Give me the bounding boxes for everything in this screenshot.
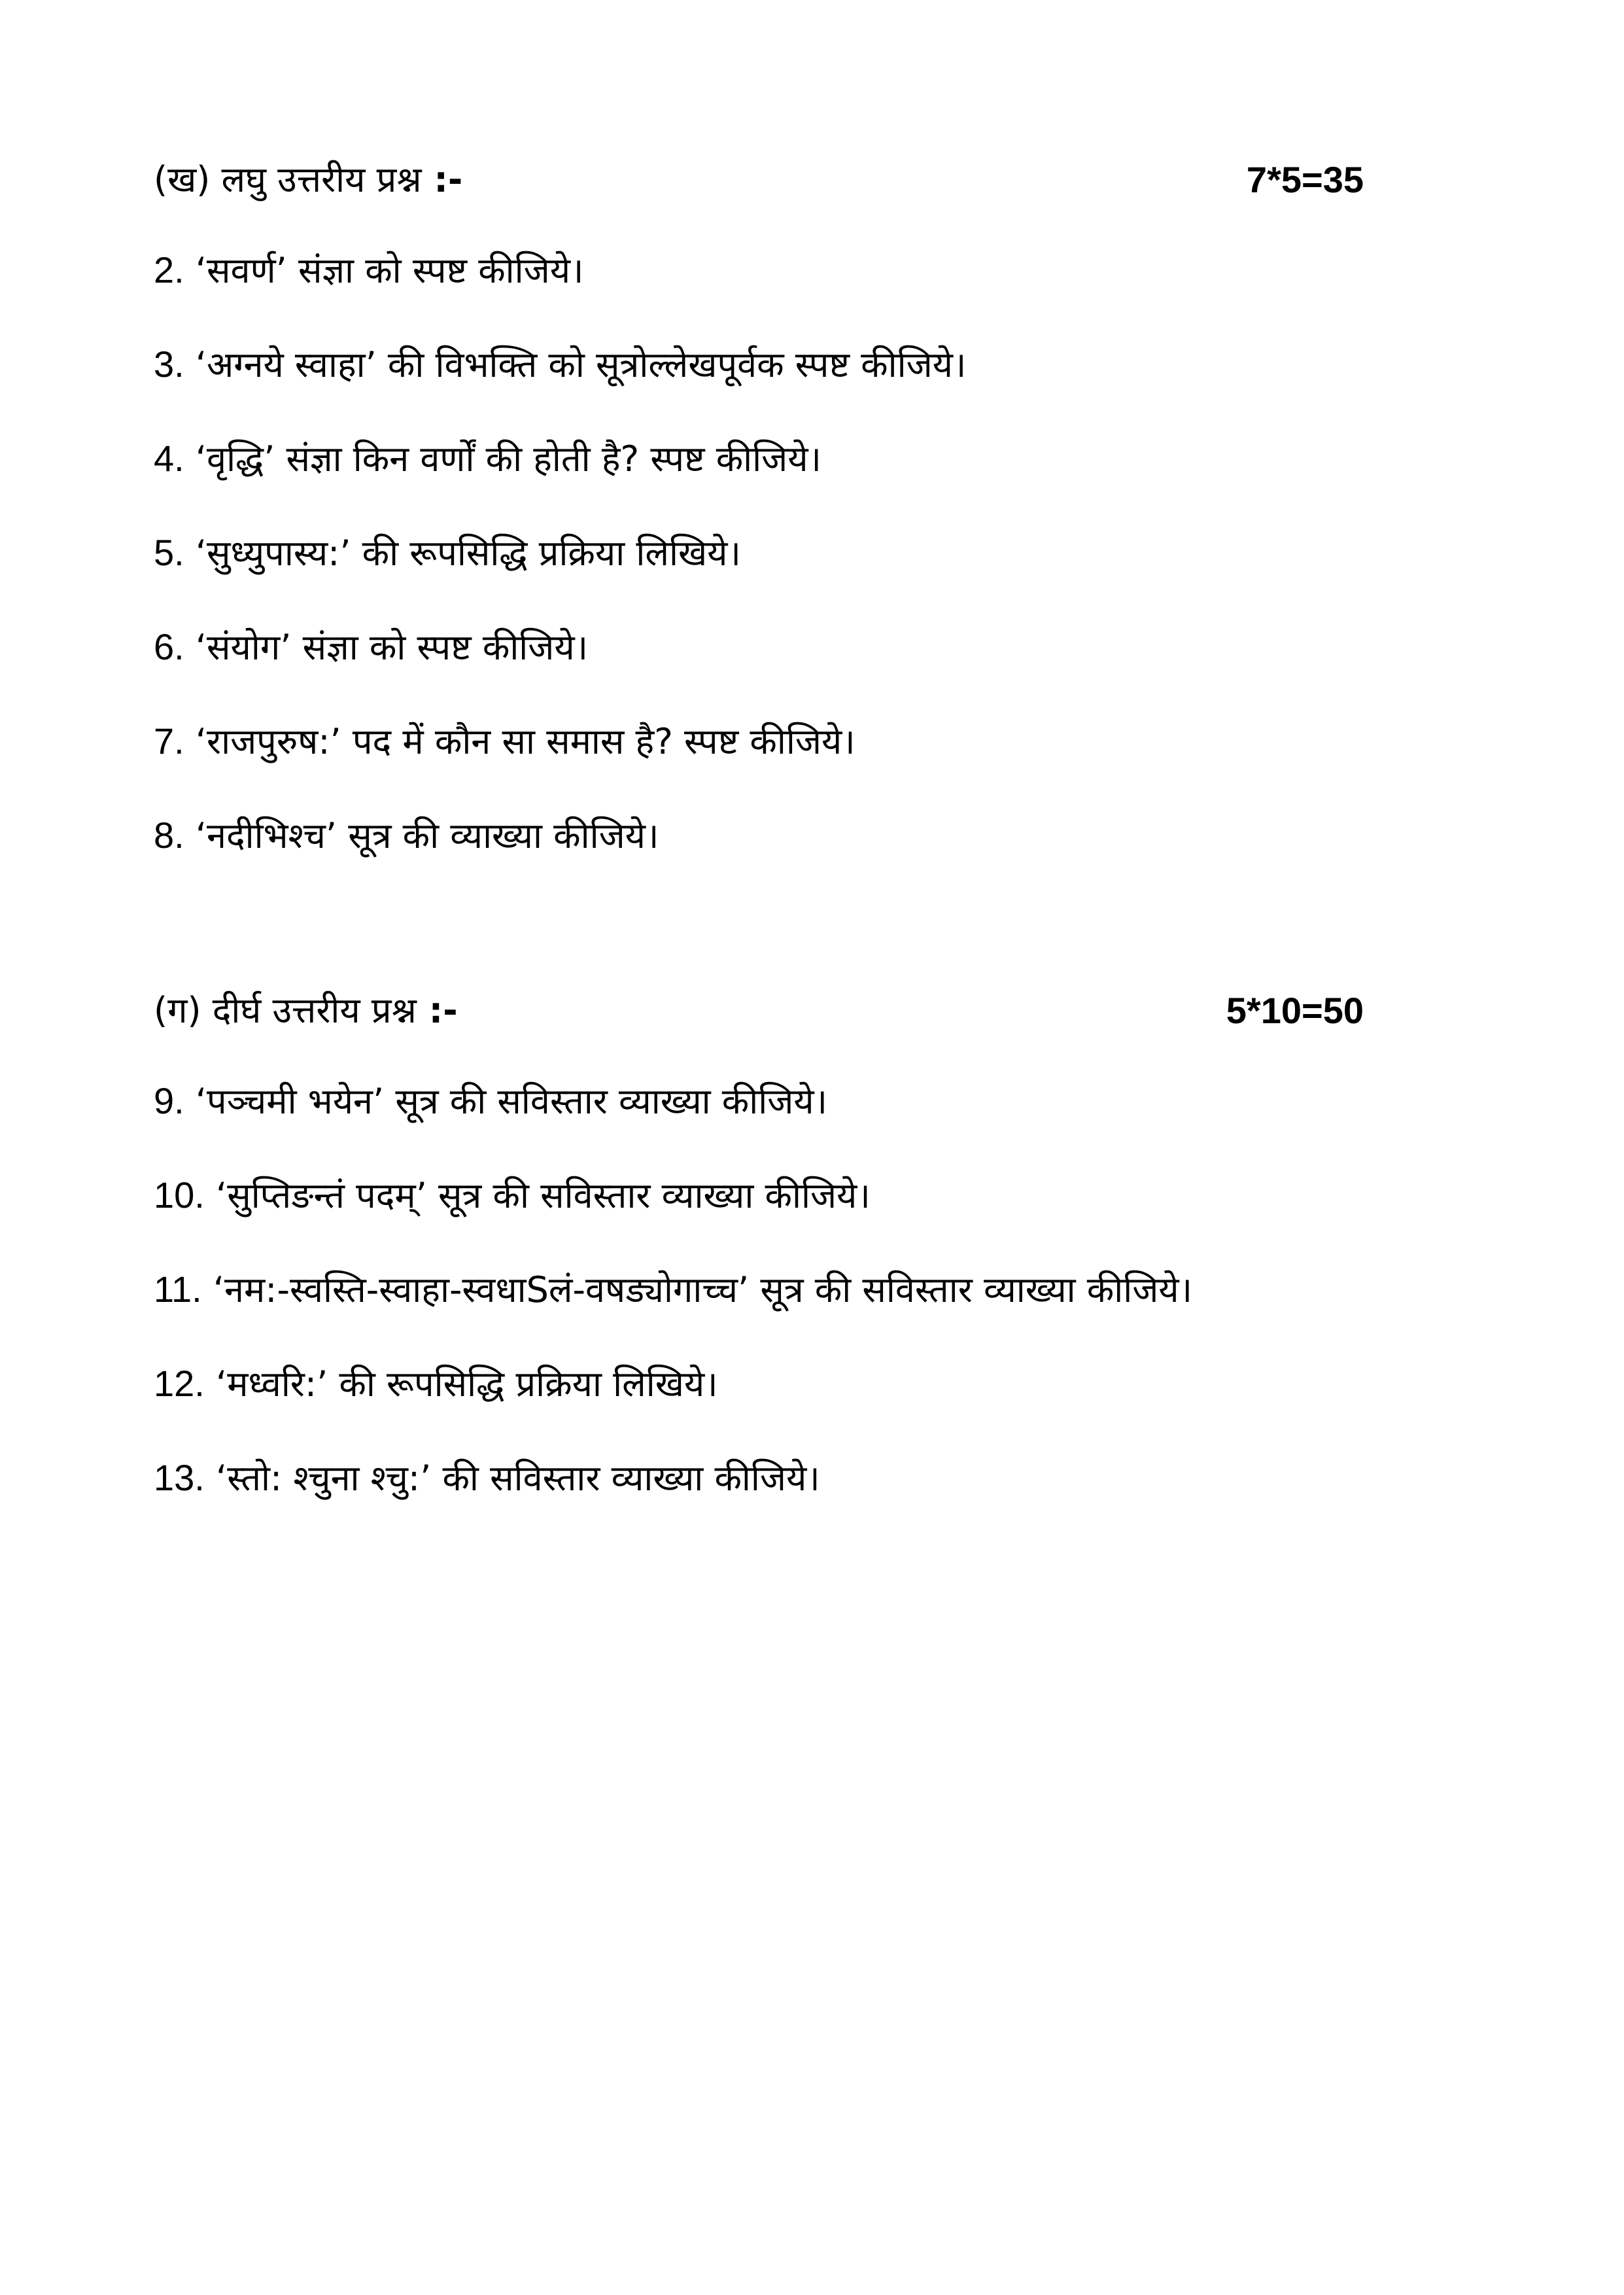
question-list	[154, 247, 1364, 858]
question-item	[154, 1267, 1364, 1312]
question-item	[154, 1078, 1364, 1124]
question-item	[154, 624, 1364, 670]
question-text: ‘अग्नये स्वाहा’ की विभक्ति को सूत्रोल्लेखपूर्वक स्पष्ट कीजिये।	[195, 344, 967, 385]
question-text: ‘नम:-स्वस्ति-स्वाहा-स्वधाSलं-वषड्योगाच्च’ सूत्र की सविस्तार व्याख्या कीजिये।	[213, 1269, 1193, 1310]
question-number: 13.	[154, 1457, 205, 1498]
question-list	[154, 1078, 1364, 1501]
question-number: 8.	[154, 815, 184, 856]
question-text: ‘सुध्युपास्य:’ की रूपसिद्धि प्रक्रिया लिखिये।	[195, 533, 741, 574]
short-answer-section	[154, 157, 1364, 858]
question-item	[154, 1361, 1364, 1407]
question-number: 4.	[154, 438, 184, 479]
question-text: ‘स्तो: श्चुना श्चु:’ की सविस्तार व्याख्या कीजिये।	[216, 1458, 820, 1499]
question-item	[154, 1455, 1364, 1501]
section-title-text: (ग) दीर्घ उत्तरीय प्रश्न	[154, 990, 417, 1031]
question-item	[154, 247, 1364, 293]
question-item	[154, 530, 1364, 576]
question-item	[154, 718, 1364, 764]
section-title-suffix: :-	[421, 159, 463, 200]
question-number: 5.	[154, 532, 184, 573]
question-text: ‘सुप्तिङन्तं पदम्’ सूत्र की सविस्तार व्याख्या कीजिये।	[216, 1175, 871, 1216]
question-item	[154, 813, 1364, 858]
section-heading	[154, 988, 1364, 1034]
question-number: 2.	[154, 249, 184, 290]
question-text: ‘संयोग’ संज्ञा को स्पष्ट कीजिये।	[195, 627, 589, 668]
question-number: 11.	[154, 1269, 202, 1310]
long-answer-section	[154, 988, 1364, 1501]
section-heading	[154, 157, 1364, 203]
question-number: 6.	[154, 626, 184, 667]
question-text: ‘नदीभिश्च’ सूत्र की व्याख्या कीजिये।	[195, 815, 659, 856]
section-title-suffix: :-	[416, 990, 458, 1031]
question-number: 7.	[154, 720, 184, 762]
question-text: ‘मध्वरि:’ की रूपसिद्धि प्रक्रिया लिखिये।	[216, 1363, 718, 1405]
question-item	[154, 342, 1364, 387]
question-item	[154, 1172, 1364, 1218]
question-text: ‘राजपुरुष:’ पद में कौन सा समास है? स्पष्ट कीजिये।	[195, 721, 855, 762]
question-text: ‘वृद्धि’ संज्ञा किन वर्णों की होती है? स्पष्ट कीजिये।	[195, 438, 821, 480]
question-text: ‘पञ्चमी भयेन’ सूत्र की सविस्तार व्याख्या कीजिये।	[195, 1081, 828, 1122]
question-number: 3.	[154, 343, 184, 385]
section-marks: 5*10=50	[1226, 990, 1364, 1031]
question-number: 9.	[154, 1080, 184, 1121]
question-number: 12.	[154, 1363, 205, 1404]
question-number: 10.	[154, 1174, 205, 1216]
section-title-text: (ख) लघु उत्तरीय प्रश्न	[154, 159, 422, 200]
question-item	[154, 436, 1364, 482]
section-marks: 7*5=35	[1246, 159, 1364, 200]
section-title	[154, 988, 458, 1034]
question-text: ‘सवर्ण’ संज्ञा को स्पष्ट कीजिये।	[195, 250, 584, 291]
section-title	[154, 157, 462, 203]
